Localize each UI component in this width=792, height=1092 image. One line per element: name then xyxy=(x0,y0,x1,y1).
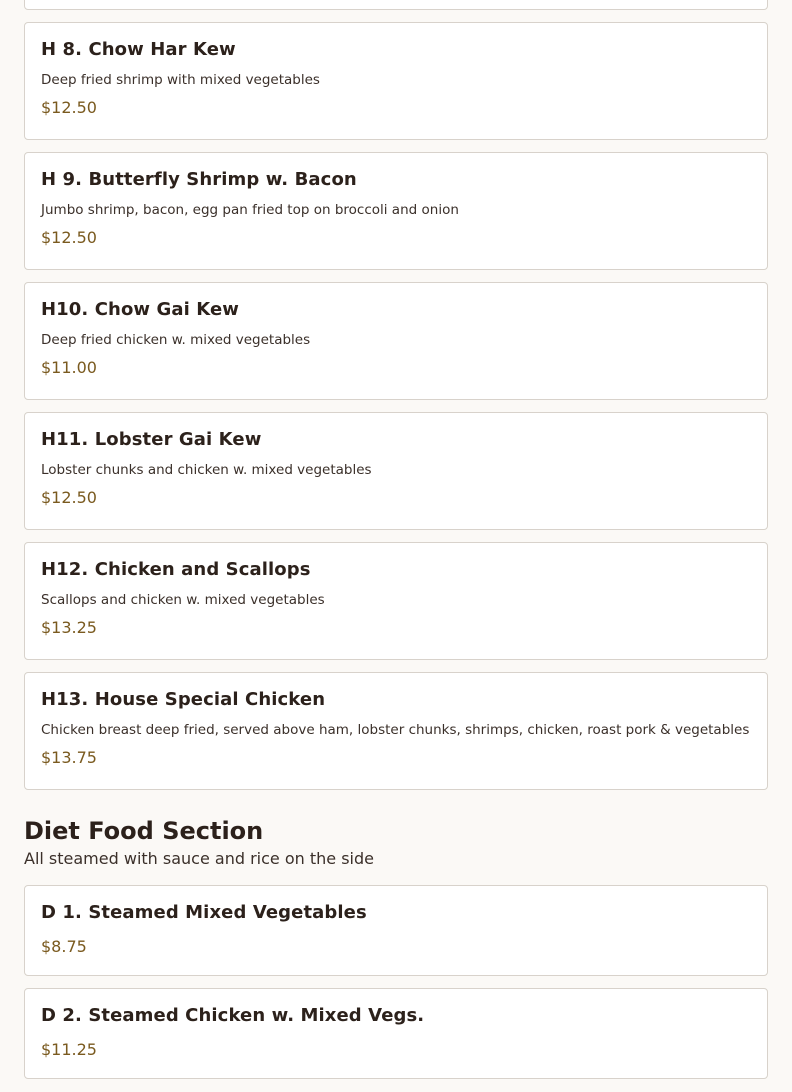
section-title: Diet Food Section xyxy=(24,817,264,845)
diet-item-card[interactable] xyxy=(24,988,768,1079)
item-description: Deep fried shrimp with mixed vegetables xyxy=(41,72,320,88)
item-title: H10. Chow Gai Kew xyxy=(41,299,240,320)
item-title: H13. House Special Chicken xyxy=(41,689,326,710)
menu-item-card[interactable] xyxy=(24,672,768,790)
section-subtitle: All steamed with sauce and rice on the side xyxy=(24,849,374,868)
item-price: $11.00 xyxy=(41,358,97,377)
item-title: H 9. Butterfly Shrimp w. Bacon xyxy=(41,169,357,190)
item-description: Jumbo shrimp, bacon, egg pan fried top on broccoli and onion xyxy=(41,202,459,218)
menu-item-card[interactable] xyxy=(24,542,768,660)
menu-item-card[interactable] xyxy=(24,412,768,530)
item-price: $13.25 xyxy=(41,618,97,637)
item-title: D 2. Steamed Chicken w. Mixed Vegs. xyxy=(41,1005,425,1026)
item-title: D 1. Steamed Mixed Vegetables xyxy=(41,902,367,923)
item-description: Lobster chunks and chicken w. mixed vegetables xyxy=(41,462,372,478)
item-title: H 8. Chow Har Kew xyxy=(41,39,236,60)
diet-item-card[interactable] xyxy=(24,885,768,976)
menu-item-card[interactable] xyxy=(24,152,768,270)
item-price: $11.25 xyxy=(41,1040,97,1059)
menu-item-card[interactable] xyxy=(24,22,768,140)
item-price: $8.75 xyxy=(41,937,87,956)
menu-page xyxy=(24,0,768,1091)
item-description: Scallops and chicken w. mixed vegetables xyxy=(41,592,325,608)
diet-food-section-header xyxy=(24,816,768,869)
item-description: Chicken breast deep fried, served above ham, lobster chunks, shrimps, chicken, roast pork & vegetables xyxy=(41,722,750,738)
menu-item-card-partial[interactable] xyxy=(24,0,768,10)
item-price: $12.50 xyxy=(41,488,97,507)
item-price: $12.50 xyxy=(41,98,97,117)
item-price: $13.75 xyxy=(41,748,97,767)
item-price: $12.50 xyxy=(41,228,97,247)
menu-item-card[interactable] xyxy=(24,282,768,400)
item-description: Deep fried chicken w. mixed vegetables xyxy=(41,332,311,348)
item-title: H11. Lobster Gai Kew xyxy=(41,429,262,450)
item-title: H12. Chicken and Scallops xyxy=(41,559,311,580)
